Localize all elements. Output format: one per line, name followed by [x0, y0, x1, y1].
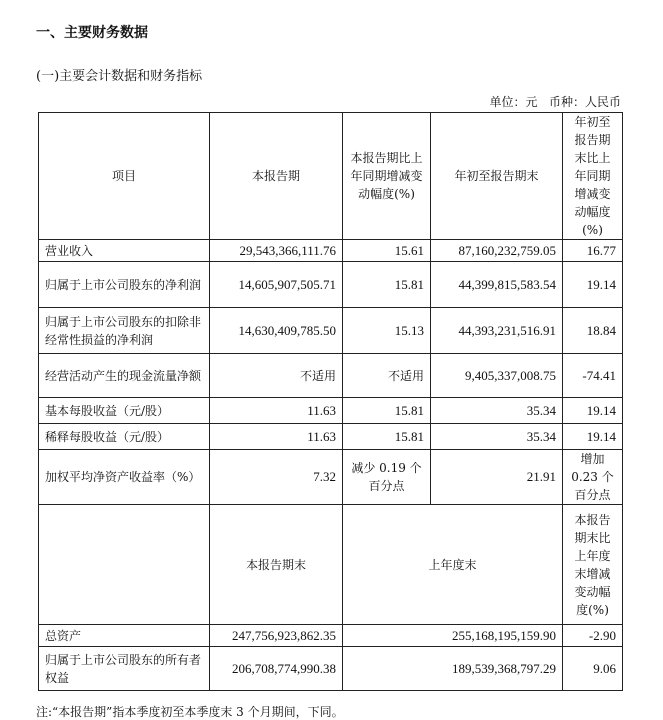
row-prev-year-end: 255,168,195,159.90 — [343, 625, 563, 647]
row-change: 不适用 — [343, 354, 431, 398]
header-change-yoy: 本报告期比上年同期增减变动幅度(%) — [343, 113, 431, 240]
row-change: 减少 0.19 个百分点 — [343, 450, 431, 505]
row-change: 15.81 — [343, 262, 431, 308]
row-item: 归属于上市公司股东的扣除非经常性损益的净利润 — [39, 308, 210, 354]
section-title: 一、主要财务数据 — [36, 25, 148, 41]
row-ytd-change: 增加 0.23 个百分点 — [563, 450, 623, 505]
row-ytd: 87,160,232,759.05 — [431, 240, 563, 262]
row-current: 29,543,366,111.76 — [210, 240, 343, 262]
header-current-period: 本报告期 — [210, 113, 343, 240]
row-change: 15.13 — [343, 308, 431, 354]
table-header-row — [39, 113, 623, 240]
unit-currency-line: 单位：元 币种：人民币 — [489, 95, 621, 109]
footnote: 注:“本报告期”指本季度初至本季度末 3 个月期间，下同。 — [36, 705, 344, 719]
table-row — [39, 625, 623, 647]
row-current: 11.63 — [210, 424, 343, 450]
table-row — [39, 450, 623, 505]
table-row — [39, 398, 623, 424]
row-item: 归属于上市公司股东的净利润 — [39, 262, 210, 308]
table-row — [39, 308, 623, 354]
row-ytd-change: 18.84 — [563, 308, 623, 354]
header-empty-cell — [39, 505, 210, 625]
row-current: 11.63 — [210, 398, 343, 424]
row-ytd-change: 19.14 — [563, 262, 623, 308]
row-current: 14,630,409,785.50 — [210, 308, 343, 354]
row-change: -2.90 — [563, 625, 623, 647]
row-current: 不适用 — [210, 354, 343, 398]
row-period-end: 247,756,923,862.35 — [210, 625, 343, 647]
row-change: 15.81 — [343, 398, 431, 424]
row-ytd: 9,405,337,008.75 — [431, 354, 563, 398]
row-period-end: 206,708,774,990.38 — [210, 647, 343, 691]
financial-data-table — [38, 112, 623, 691]
row-current: 14,605,907,505.71 — [210, 262, 343, 308]
row-item: 稀释每股收益（元/股） — [39, 424, 210, 450]
header-item: 项目 — [39, 113, 210, 240]
row-current: 7.32 — [210, 450, 343, 505]
header-prev-year-end: 上年度末 — [343, 505, 563, 625]
row-item: 基本每股收益（元/股） — [39, 398, 210, 424]
row-change: 15.81 — [343, 424, 431, 450]
row-ytd-change: 16.77 — [563, 240, 623, 262]
row-item: 总资产 — [39, 625, 210, 647]
table-row — [39, 240, 623, 262]
row-prev-year-end: 189,539,368,797.29 — [343, 647, 563, 691]
row-ytd-change: -74.41 — [563, 354, 623, 398]
table-header-row-2 — [39, 505, 623, 625]
row-ytd: 21.91 — [431, 450, 563, 505]
table-row — [39, 647, 623, 691]
header-period-end-change: 本报告期末比上年度末增减变动幅度(%) — [563, 505, 623, 625]
row-item: 经营活动产生的现金流量净额 — [39, 354, 210, 398]
row-ytd: 35.34 — [431, 398, 563, 424]
row-ytd: 35.34 — [431, 424, 563, 450]
row-item: 加权平均净资产收益率（%） — [39, 450, 210, 505]
header-ytd: 年初至报告期末 — [431, 113, 563, 240]
subsection-title: (一)主要会计数据和财务指标 — [36, 69, 203, 84]
row-ytd-change: 19.14 — [563, 398, 623, 424]
row-ytd-change: 19.14 — [563, 424, 623, 450]
row-item: 营业收入 — [39, 240, 210, 262]
row-change: 15.61 — [343, 240, 431, 262]
table-row — [39, 424, 623, 450]
row-ytd: 44,399,815,583.54 — [431, 262, 563, 308]
row-item: 归属于上市公司股东的所有者权益 — [39, 647, 210, 691]
header-period-end: 本报告期末 — [210, 505, 343, 625]
table-row — [39, 354, 623, 398]
table-row — [39, 262, 623, 308]
row-change: 9.06 — [563, 647, 623, 691]
header-ytd-change: 年初至报告期末比上年同期增减变动幅度(%) — [563, 113, 623, 240]
row-ytd: 44,393,231,516.91 — [431, 308, 563, 354]
